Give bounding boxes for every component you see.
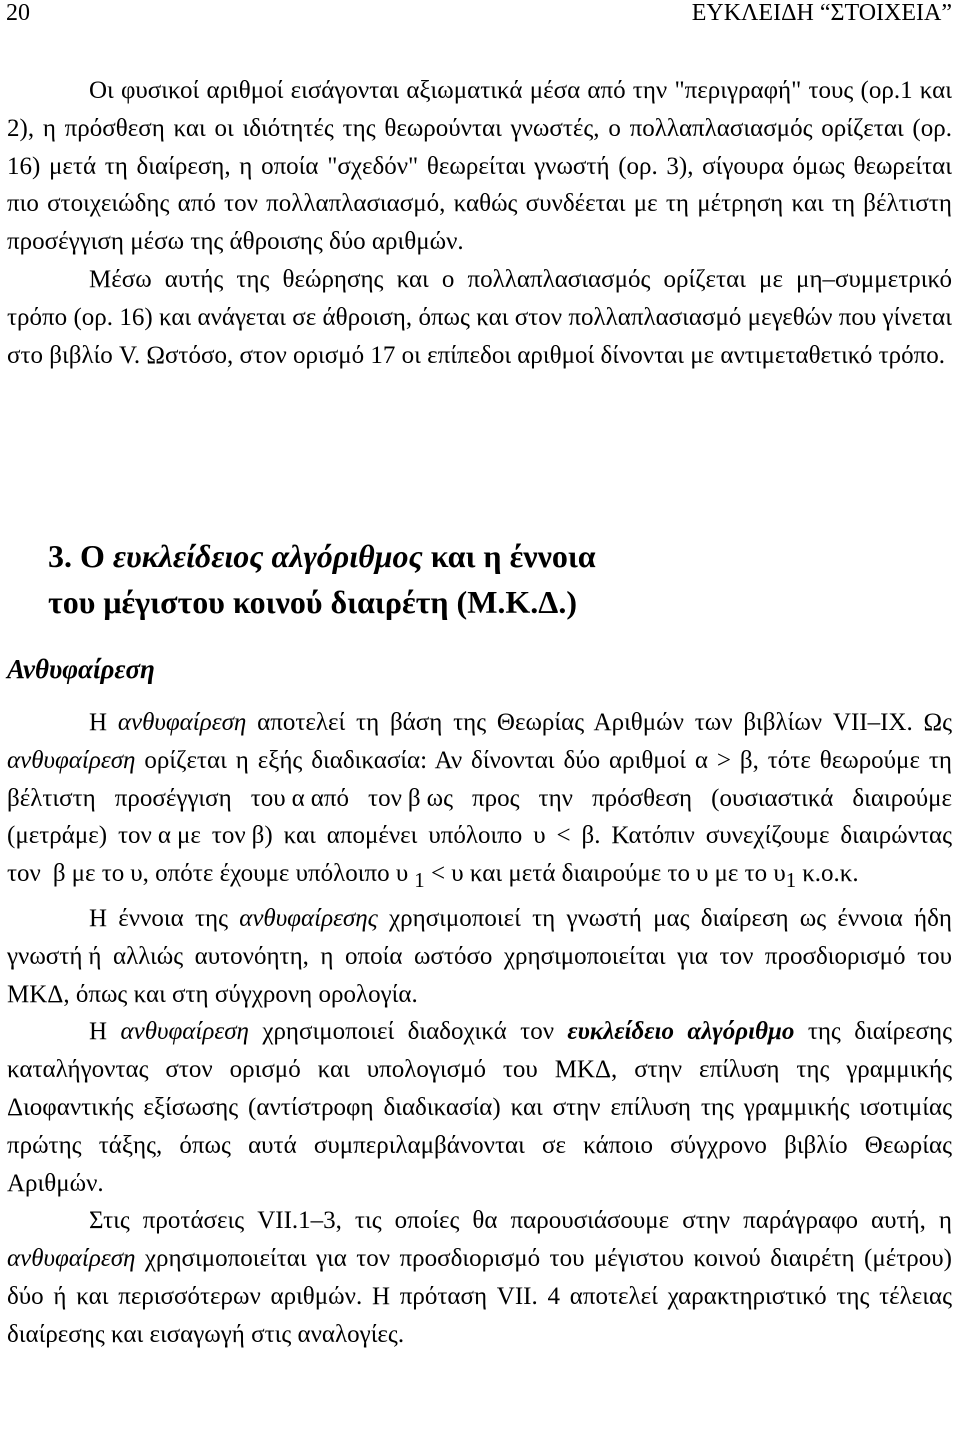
heading-line-2: του μέγιστου κοινού διαιρέτη (Μ.Κ.Δ.) <box>48 584 577 620</box>
text: υ, οπότε έχουμε υπόλοιπο υ <box>130 860 409 888</box>
running-title: ΕΥΚΛΕΙΔΗ “ΣΤΟΙΧΕΙΑ” <box>691 0 952 26</box>
heading-text: και η έννοια <box>422 538 596 574</box>
paragraph: Μέσω αυτής της θεώρησης και ο πολλαπλασιασμός ορίζεται με μη–συμμετρικό τρόπο (ορ. 16) και ανάγεται σε άθροιση, όπως και στον πολλαπλασιασμό μεγεθών που γίνεται στο βιβλίο V. Ωστόσο, στον ορισμό 17 οι επίπεδοι αριθμοί δίνονται με αντιμεταθετικό τρόπο. <box>7 265 952 369</box>
term-italic: ανθυφαίρεση <box>120 1018 249 1046</box>
paragraph <box>7 704 952 900</box>
paragraph: Οι φυσικοί αριθμοί εισάγονται αξιωματικά μέσα από την "περιγραφή" τους (ορ.1 και 2), η πρόσθεση και οι ιδιότητές της θεωρούνται γνωστές, ο πολλαπλασιασμός ορίζεται (ορ. 16) μετά τη διαίρεση, η οποία "σχεδόν" θεωρείται γνωστή (ορ. 3), σίγουρα όμως θεωρείται πιο στοιχειώδης από τον πολλαπλασιασμό, καθώς συνδέεται με τη μέτρηση και τη βέλτιστη προσέγγιση μέσω της άθροισης δύο αριθμών. <box>7 77 952 256</box>
paragraph <box>7 900 952 1013</box>
page-number: 20 <box>6 0 30 26</box>
anthyphairesis-section <box>7 704 952 1354</box>
variable: α <box>291 784 305 812</box>
term-italic: ανθυφαίρεση <box>7 746 136 774</box>
section-heading <box>48 533 596 625</box>
heading-number: 3. Ο <box>48 538 113 574</box>
variable: α <box>157 822 171 850</box>
text: κ.ο.κ. <box>802 860 859 888</box>
variable: υ <box>696 860 709 888</box>
paragraph <box>7 1013 952 1202</box>
text: Η <box>89 709 118 736</box>
text: χρησιμοποιεί διαδοχικά τον <box>248 1018 568 1046</box>
text: χρησιμοποιείται για τον προσδιορισμό του μέγιστου κοινού διαιρέτη (μέτρου) δύο ή και περισσότερων αριθμών. Η πρόταση VII. 4 αποτελεί χαρακτηριστικό της τέλειας διαίρεσης και εισαγωγή στις αναλογίες. <box>7 1245 952 1348</box>
text: ως προς την πρόσθεση (ουσιαστικά διαιρούμε (μετράμε) τον <box>7 784 952 850</box>
term-italic: ανθυφαίρεσης <box>239 904 378 932</box>
text: της διαίρεσης καταλήγοντας στον ορισμό και υπολογισμό του ΜΚΔ, στην επίλυση της γραμμικής Διοφαντικής εξίσωσης (αντίστροφη διαδικασία) και στην επίλυση της γραμμικής ισοτιμίας πρώτης τάξης, όπως αυτά συμπεριλαμβάνονται σε κάποιο σύγχρονο βιβλίο Θεωρίας Αριθμών. <box>7 1018 952 1197</box>
text: ορίζεται η εξής διαδικασία: Αν δίνονται δύο αριθμοί α > β, τότε θεωρούμε τη βέλτιστη προσέγγιση του <box>7 746 952 812</box>
subscript: 1 <box>414 868 425 893</box>
variable: β <box>52 860 66 888</box>
text: < υ και μετά διαιρούμε το <box>424 860 691 888</box>
paragraph <box>7 1202 952 1353</box>
text: ή αλλιώς αυτονόητη, η οποία ωστόσο χρησιμοποιείται για τον προσδιορισμό του ΜΚΔ, όπως και στη σύγχρονη ορολογία. <box>7 942 952 1008</box>
text: β) και απομένει υπόλοιπο υ < β. Κατόπιν συνεχίζουμε διαιρώντας τον <box>7 822 952 888</box>
text: αποτελεί τη βάση της Θεωρίας Αριθμών των βιβλίων VII–IX. Ως <box>246 709 952 736</box>
text: με τον <box>176 822 246 850</box>
text: Η <box>89 1018 121 1046</box>
text: χρησιμοποιεί τη γνωστή μας διαίρεση ως έννοια ήδη γνωστή <box>7 904 952 970</box>
term-bold-italic: ευκλείδειο αλγόριθμο <box>567 1018 795 1046</box>
intro-section <box>7 72 952 374</box>
text: Η έννοια της <box>89 904 240 932</box>
subheading: Ανθυφαίρεση <box>7 654 155 684</box>
term-italic: ανθυφαίρεση <box>7 1245 136 1273</box>
text: από τον <box>310 784 402 812</box>
page-header <box>6 0 952 30</box>
text: Στις προτάσεις VII.1–3, τις οποίες θα παρουσιάσουμε στην παράγραφο αυτή, η <box>89 1207 952 1235</box>
text: με το υ <box>714 860 786 888</box>
heading-italic: ευκλείδειος αλγόριθμος <box>112 538 423 574</box>
subscript: 1 <box>785 868 797 893</box>
variable: β <box>407 784 421 812</box>
text: με το <box>71 860 125 888</box>
heading-line-1 <box>48 533 596 579</box>
term-italic: ανθυφαίρεση <box>117 709 247 736</box>
